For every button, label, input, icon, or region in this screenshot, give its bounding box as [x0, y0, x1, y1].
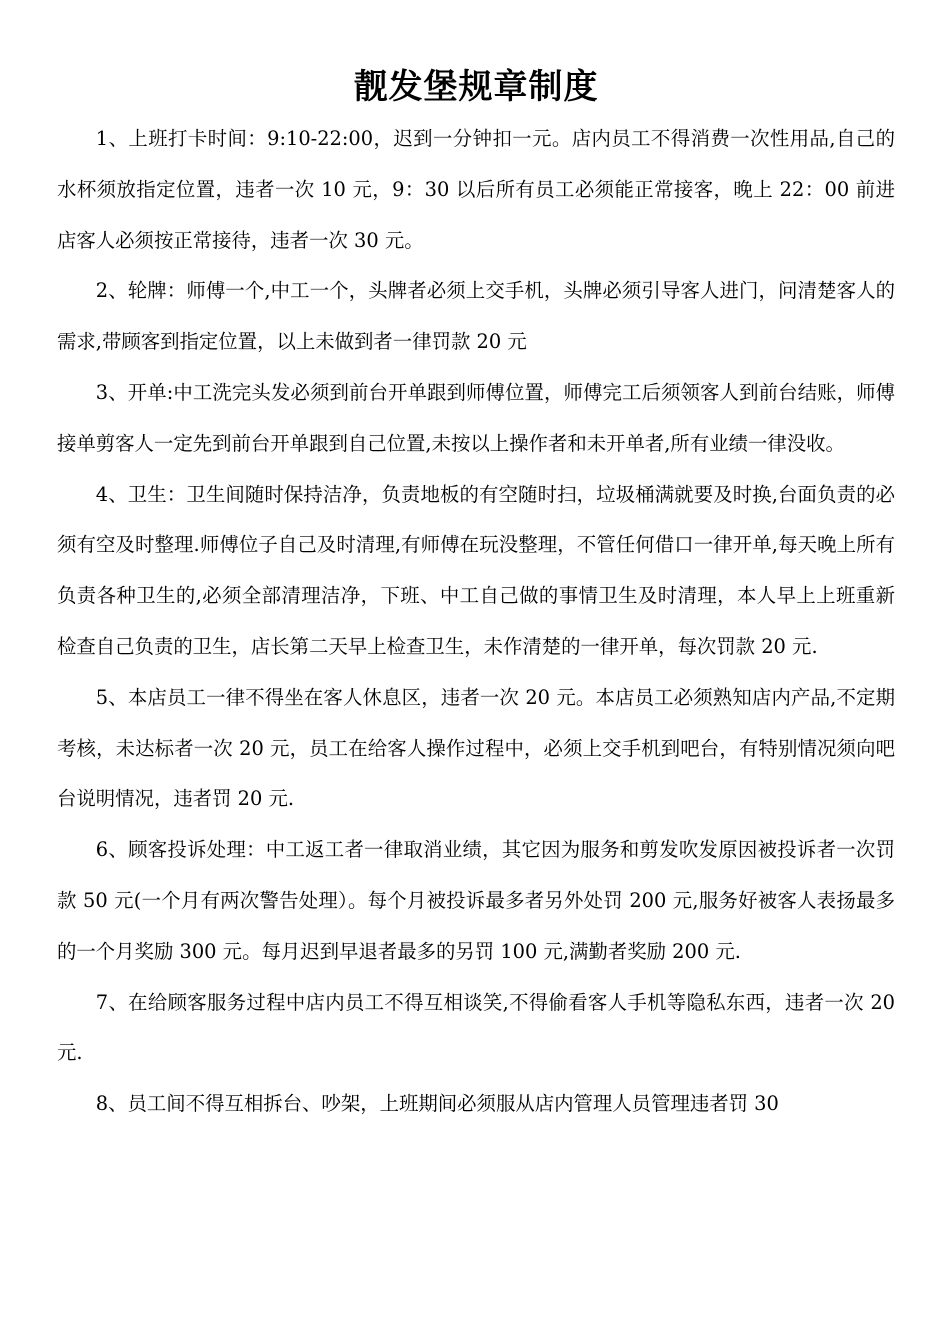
rule-item: 6、顾客投诉处理：中工返工者一律取消业绩，其它因为服务和剪发吹发原因被投诉者一次罚款 50 元(一个月有两次警告处理）。每个月被投诉最多者另外处罚 200 元,服务好被客人表扬最多的一个月奖励 300 元。每月迟到早退者最多的另罚 100 元,满勤者奖励 200 元.	[57, 838, 895, 963]
rule-item: 7、在给顾客服务过程中店内员工不得互相谈笑,不得偷看客人手机等隐私东西，违者一次 20 元.	[57, 990, 895, 1065]
document-page	[57, 60, 895, 1130]
rule-item: 8、员工间不得互相拆台、吵架，上班期间必须服从店内管理人员管理违者罚 30	[95, 1092, 779, 1116]
rules-list	[57, 114, 895, 1130]
rule-item: 2、轮牌：师傅一个,中工一个，头牌者必须上交手机，头牌必须引导客人进门，问清楚客人的需求,带顾客到指定位置，以上未做到者一律罚款 20 元	[57, 279, 895, 354]
rule-item: 3、开单:中工洗完头发必须到前台开单跟到师傅位置，师傅完工后须领客人到前台结账，师傅接单剪客人一定先到前台开单跟到自己位置,未按以上操作者和未开单者,所有业绩一律没收。	[57, 380, 895, 455]
rule-item: 4、卫生：卫生间随时保持洁净，负责地板的有空随时扫，垃圾桶满就要及时换,台面负责的必须有空及时整理.师傅位子自己及时清理,有师傅在玩没整理，不管任何借口一律开单,每天晚上所有负责各种卫生的,必须全部清理洁净，下班、中工自己做的事情卫生及时清理，本人早上上班重新检查自己负责的卫生，店长第二天早上检查卫生，未作清楚的一律开单，每次罚款 20 元.	[57, 482, 895, 658]
rule-item: 1、上班打卡时间：9:10-22:00，迟到一分钟扣一元。店内员工不得消费一次性用品,自己的水杯须放指定位置，违者一次 10 元，9：30 以后所有员工必须能正常接客，晚上 22：00 前进店客人必须按正常接待，违者一次 30 元。	[57, 127, 895, 252]
document-title: 靓发堡规章制度	[353, 67, 599, 107]
rule-item: 5、本店员工一律不得坐在客人休息区，违者一次 20 元。本店员工必须熟知店内产品,不定期考核，未达标者一次 20 元，员工在给客人操作过程中，必须上交手机到吧台，有特别情况须向吧台说明情况，违者罚 20 元.	[57, 685, 895, 811]
